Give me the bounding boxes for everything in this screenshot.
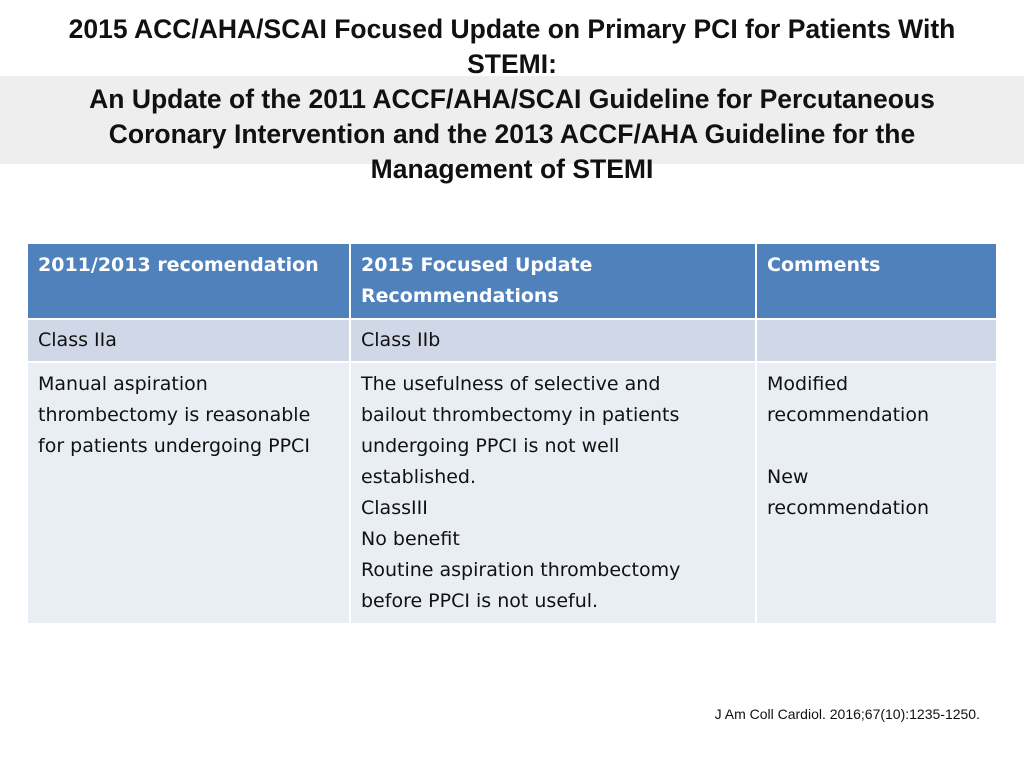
header-2011-2013-recommendation [28, 244, 350, 319]
title-line-2: STEMI: [467, 49, 557, 79]
title-line-5: Management of STEMI [370, 154, 654, 184]
header-text: 2011/2013 recomendation [38, 254, 319, 276]
header-text: Recommendations [361, 285, 559, 307]
cell-text: The usefulness of selective and [361, 373, 661, 395]
cell-text: Routine aspiration thrombectomy [361, 559, 681, 581]
title-line-1: 2015 ACC/AHA/SCAI Focused Update on Primary PCI for Patients With [68, 14, 956, 44]
detail-row [28, 362, 996, 623]
cell-text: Modified [767, 373, 849, 395]
header-text: 2015 Focused Update [361, 254, 593, 276]
class-comment-cell [756, 319, 996, 362]
title-line-4: Coronary Intervention and the 2013 ACCF/AHA Guideline for the [108, 119, 916, 149]
header-text: Comments [767, 254, 881, 276]
cell-text: undergoing PPCI is not well [361, 435, 620, 457]
class-row [28, 319, 996, 362]
cell-text: Manual aspiration [38, 373, 208, 395]
slide-title [0, 12, 1024, 187]
comments-cell [756, 362, 996, 623]
cell-text: bailout thrombectomy in patients [361, 404, 680, 426]
class-old-cell: Class IIa [28, 319, 350, 362]
cell-text: No benefit [361, 528, 460, 550]
table-header-row [28, 244, 996, 319]
class-new-cell: Class IIb [350, 319, 756, 362]
cell-text: recommendation [767, 497, 930, 519]
cell-spacer [767, 431, 986, 462]
citation: J Am Coll Cardiol. 2016;67(10):1235-1250. [714, 706, 980, 722]
new-recommendation-cell [350, 362, 756, 623]
title-line-3: An Update of the 2011 ACCF/AHA/SCAI Guideline for Percutaneous [89, 84, 935, 114]
header-2015-focused-update [350, 244, 756, 319]
old-recommendation-cell [28, 362, 350, 623]
cell-text: before PPCI is not useful. [361, 590, 599, 612]
cell-text: thrombectomy is reasonable [38, 404, 311, 426]
recommendation-table [28, 244, 996, 623]
cell-text: recommendation [767, 404, 930, 426]
cell-text: New [767, 466, 809, 488]
cell-text: ClassIII [361, 497, 428, 519]
cell-text: established. [361, 466, 477, 488]
header-comments [756, 244, 996, 319]
cell-text: for patients undergoing PPCI [38, 435, 310, 457]
